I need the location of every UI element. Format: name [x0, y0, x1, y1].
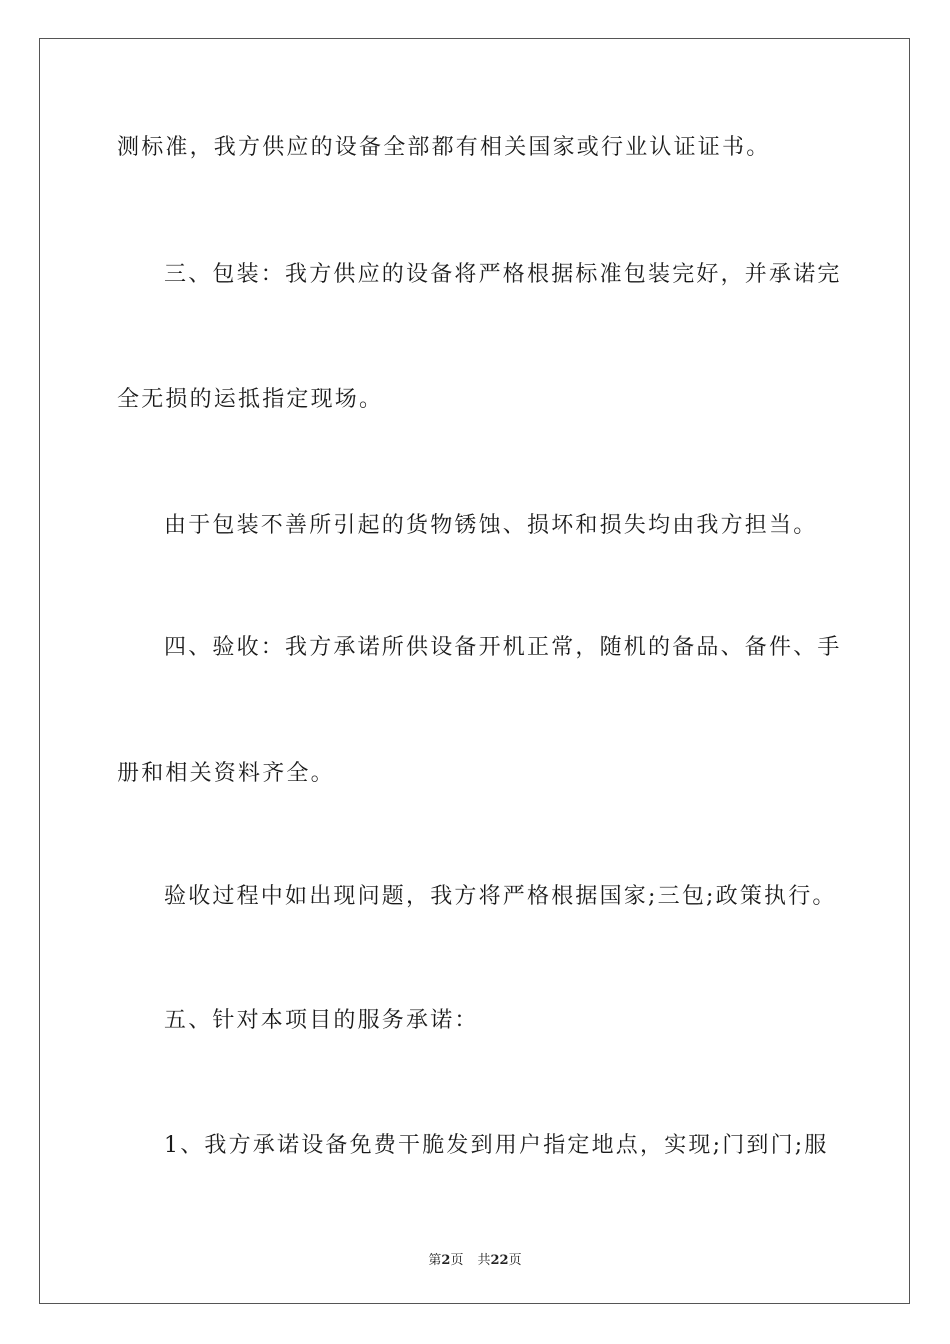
page-border [39, 38, 910, 1304]
footer-page-prefix: 第 [428, 1253, 442, 1268]
footer-page-suffix: 页 [450, 1253, 464, 1268]
footer-total-prefix: 共 [477, 1253, 491, 1268]
page-footer [0, 1249, 950, 1268]
footer-total-suffix: 页 [508, 1253, 522, 1268]
body-line-1: 测标准，我方供应的设备全部都有相关国家或行业认证证书。 [117, 135, 771, 160]
body-line-5: 四、验收：我方承诺所供设备开机正常，随机的备品、备件、手 [164, 635, 842, 660]
footer-total-pages: 22 [490, 1253, 509, 1268]
body-line-6: 册和相关资料齐全。 [117, 761, 335, 786]
body-line-2: 三、包装：我方供应的设备将严格根据标准包装完好，并承诺完 [164, 262, 842, 287]
body-line-3: 全无损的运抵指定现场。 [117, 387, 384, 412]
body-line-8: 五、针对本项目的服务承诺： [164, 1008, 479, 1033]
body-line-4: 由于包装不善所引起的货物锈蚀、损坏和损失均由我方担当。 [164, 513, 818, 538]
footer-page-number: 2 [441, 1253, 451, 1268]
body-line-9: 1、我方承诺设备免费干脆发到用户指定地点，实现;门到门;服 [164, 1133, 829, 1158]
body-line-7: 验收过程中如出现问题，我方将严格根据国家;三包;政策执行。 [164, 884, 837, 909]
